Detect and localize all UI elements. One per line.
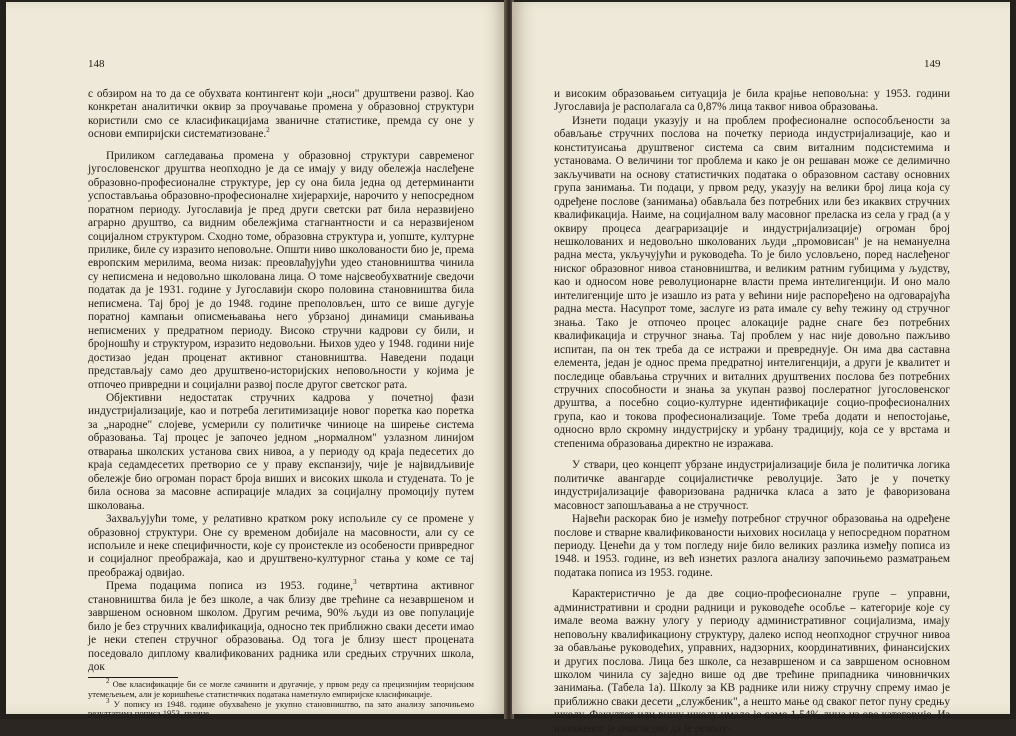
- paragraph: и високим образовањем ситуација је била крајње неповољна: у 1953. години Југославија је располагала са 0,87% лица таквог нивоа образовања.: [554, 88, 950, 114]
- right-page: [512, 2, 1010, 735]
- paragraph: Приликом сагледавања промена у образовној структури савременог југословенског друштва неопходно је да се имају у виду обележја наслеђене образовно-професионалне структуре, јер су она била једна од детерминанти успостављања образовно-професионалне хијерархије, нарочито у непосредном поратном периоду. Југославија је пред други светски рат била неразвијено аграрно друштво, са видним обележјима стагнантности и са неразвијеном социјалном структуром. Сходно томе, образовна структура и, уопште, културне прилике, биле су изразито неповољне. Општи ниво школованости био је, према европским мерилима, веома низак: преовлађујући удео становништва чинила су неписмена и недовољно школована лица. О томе најсвеобухватније сведочи податак да је 1931. године у Југославији скоро половина становништва била неписмена. Тај број је до 1948. године преполовљен, што се више дугује поратној кампањи описмењавања него убрзаној динамици смањивања неписмених у предратном периоду. Високо стручни кадрови су били, и бројношћу и структуром, изразито недовољни. Њихов удео у 1948. години није достизао један проценат активног становништва. Наведени подаци представљају само део друштвено-историјских неповољности у којима је отпочео привредни и социјални развој после другог светског рата.: [88, 149, 474, 391]
- left-page-text: [88, 88, 474, 719]
- paragraph: У ствари, цео концепт убрзане индустријализације била је политичка логика политичке авангарде социјалистичке револуције. Зато је у почетку индустријализације фаворизована радничка класа а зато је фаворизована масовност запошљавања а не стручност.: [554, 459, 950, 512]
- footnote: $^3$ У попису из 1948. године обухваћено је укупно становништво, па зато анализу започињемо резултатима пописа 1953. године.: [88, 696, 474, 719]
- paragraph: Објективни недостатак стручних кадрова у почетној фази индустријализације, као и потреба легитимизације новог поретка као поретка за „народне" слојеве, усмерили су политичке чиниоце на ширење система образовања. Тај процес је започео једном „нормалном" узлазном линијом отварања школских установа свих нивоа, а у периоду од краја педесетих до краја седамдесетих претворио се у праву експанзију, чије је највидљивије обележје био огроман пораст броја виших и високих школа и студената. То је била основа за масовне аспирације младих за социјалну промоцију путем школовања.: [88, 391, 474, 512]
- paragraph: с обзиром на то да се обухвата контингент који „носи" друштвени развој. Као конкретан аналитички оквир за проучавање промена у образовној структури користили смо се класификацијама званичне статистике, премда су оне у основи емпиријски систематизоване.$^2$: [88, 88, 474, 141]
- left-page: [6, 2, 506, 719]
- paragraph: Карактеристично је да две социо-професионалне групе – управни, административни и сродни радници и руководеће особље – категорије које су имале веома важну улогу у периоду административног социјализма, имају неповољну квалификациону структуру, далеко испод неопходног стручног нивоа за обављање руководећих, управних, надзорних, координативних, финансијских и других послова. Лица без школе, са незавршеном и са завршеном основном школом чинила су заједно више од две трећине припадника чиновничких занимања. (Табела 1а). Школу за КВ раднике или нижу стручну спрему имао је приближно сваки десети „службеник", а нешто мање од сваког петог пуну средњу школу. Факултет или вишу школу имало је само 1,54% лица из ове категорије. Из изложеног је очигледно да је револу-: [554, 588, 950, 735]
- right-page-text: [554, 88, 950, 736]
- paragraph: Према подацима пописа из 1953. године,$^3$ четвртина активног становништва била је без школе, а чак близу две трећине са незавршеном и завршеном основном школом. Другим речима, 90% људи из ове популације било је без стручних квалификација, односно тек приближно сваки десети имао је неки степен стручног образовања. Од тога је близу шест процената поседовало диплому квалификованих радника или средњих стручних школа, док: [88, 578, 474, 674]
- paragraph: Највећи раскорак био је између потребног стручног образовања на одређене послове и стварне квалификованости њихових носилаца у непосредном поратном периоду. Ценећи да у том погледу није било великих разлика између пописа из 1948. и 1953. године, из већ изнетих разлога анализу започињемо разматрањем података пописа из 1953. године.: [554, 513, 950, 579]
- page-number: 148: [88, 58, 105, 70]
- footnote-marker: 3: [353, 578, 357, 587]
- paragraph: Захваљујући томе, у релативно кратком року испољиле су се промене у образовној структури. Оне су временом добијале на масовности, али су се испољиле и неке специфичности, које су проистекле из особености привредног и социјалног преображаја, као и друштвено-културног стања у коме се тај преображај одвијао.: [88, 513, 474, 579]
- page-number: 149: [924, 58, 941, 70]
- paragraph: Изнети подаци указују и на проблем професионалне оспособљености за обављање стручних послова на почетку периода индустријализације, као и конституисања друштвеног система са свим виталним подсистемима и установама. О величини тог проблема и како је он решаван може се делимично закључивати на основу статистичких података о образовном саставу основних група занимања. Ти подаци, у првом реду, указују на велики број лица која су одређене послове (занимања) обављала без потребних или без икаквих стручних квалификација. Наиме, на социјалном валу масовног прелаcка из села у град (а у оквиру процеса деаграризације и индустријализације) огроман број нешколованих и недовољно школованих људи „промовисан" је на немануелна радна места, укључујући и руководећа. То је било условљено, поред наслеђеног ниског образовног нивоа становништва, и великим ратним губицима у људству, као и односом нове револуционарне власти према интелигенцији. И оно мало интелигенције што је изашло из рата у већини није распоређено на одговарајућа радна места. Насупрот томе, заслуге из рата имале су већу тежину од стручног знања. Тако је отпочео процес алокације радне снаге без потребних квалификација и стручног знања. Тај проблем у нас није довољно пажљиво испитан, па он тек треба да се истражи и превреднује. Он има два саставна елемента, један је однос према предратној интелигенцији, а други је квалитет и последице обављања стручних и виталних друштвених послова без потребних стручних способности и знања за укупан развој послератног југословенског друштва, а посебно социо-културне идентификације социо-професионалних група, као и токова професионализације. Томе треба додати и непостојање, односно врло скромну индустријску и урбану традицију, која се у врстама и степенима образовања директно не изражава.: [554, 114, 950, 450]
- footnote-marker: 2: [266, 126, 270, 135]
- footnote: $^2$ Ове класификације би се могле сачинити и другачије, у првом реду са прецизнијим теоријским утемељењем, али је коришћење статистичких података наметнуло емпиријске класификације.: [88, 677, 474, 700]
